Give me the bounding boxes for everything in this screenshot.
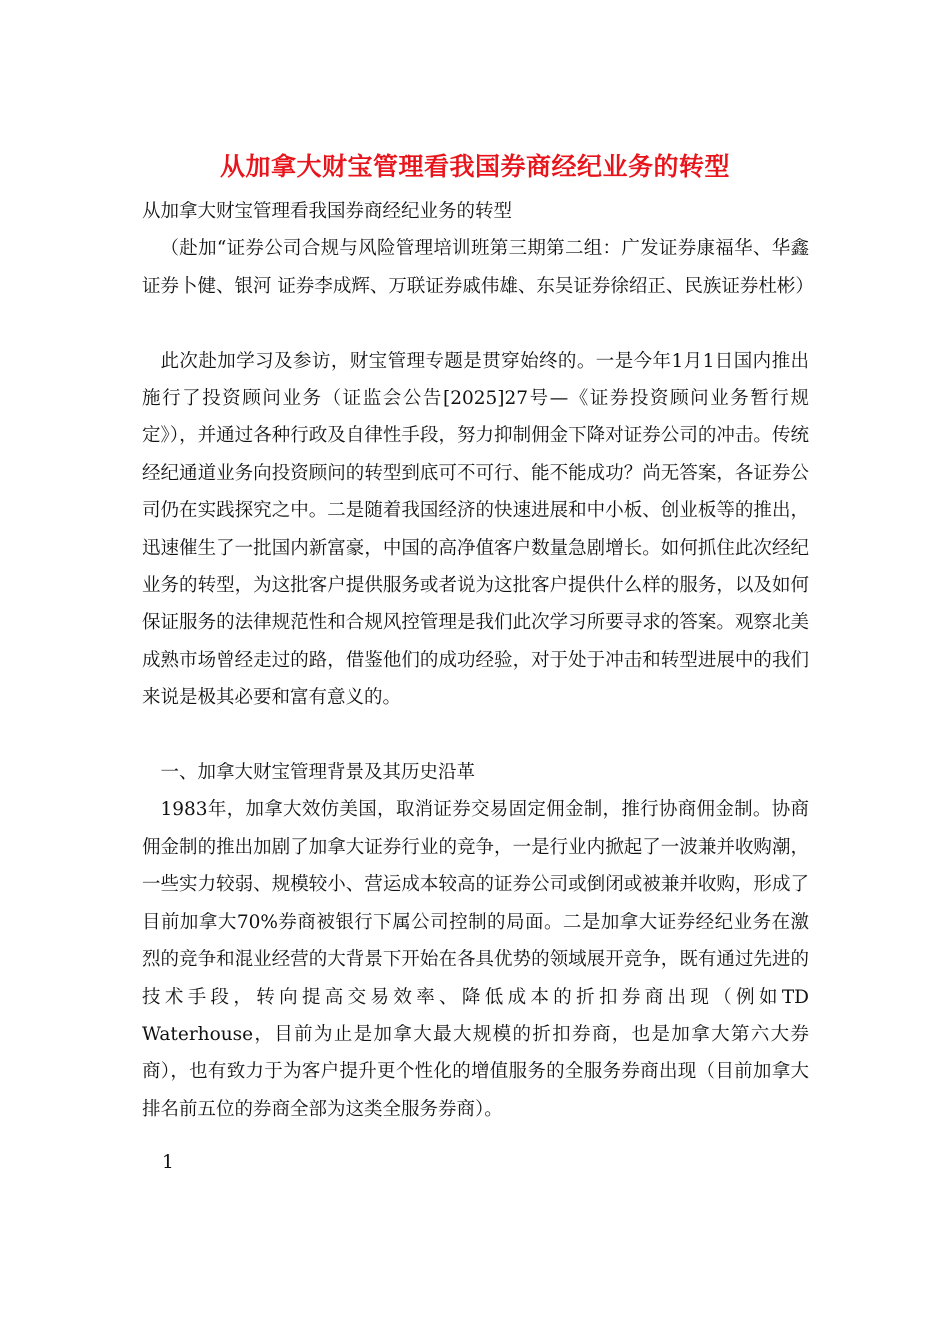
paragraph-spacer (142, 717, 809, 754)
author-byline: （赴加“证券公司合规与风险管理培训班第三期第二组：广发证券康福华、华鑫证券卜健、银河 证券李成辉、万联证券戚伟雄、东吴证券徐绍正、民族证券杜彬） (142, 238, 814, 297)
intro-paragraph: 此次赴加学习及参访，财宝管理专题是贯穿始终的。一是今年1月1日国内推出施行了投资顾问业务（证监会公告[2025]27号—《证券投资顾问业务暂行规定》），并通过各种行政及自律性手段，努力抑制佣金下降对证券公司的冲击。传统经纪通道业务向投资顾问的转型到底可不可行、能不能成功？尚无答案，各证券公司仍在实践探究之中。二是随着我国经济的快速进展和中小板、创业板等的推出，迅速催生了一批国内新富豪，中国的高净值客户数量急剧增长。如何抓住此次经纪业务的转型，为这批客户提供服务或者说为这批客户提供什么样的服务，以及如何保证服务的法律规范性和合规风控管理是我们此次学习所要寻求的答案。观察北美成熟市场曾经走过的路，借鉴他们的成功经验，对于处于冲击和转型进展中的我们来说是极其必要和富有意义的。 (142, 350, 809, 709)
page-number: 1 (162, 1152, 174, 1173)
document-body (142, 193, 814, 1128)
section-paragraph: 1983年，加拿大效仿美国，取消证券交易固定佣金制，推行协商佣金制。协商佣金制的推出加剧了加拿大证券行业的竞争，一是行业内掀起了一波兼并收购潮，一些实力较弱、规模较小、营运成本较高的证券公司或倒闭或被兼并收购，形成了目前加拿大70%券商被银行下属公司控制的局面。二是加拿大证券经纪业务在激烈的竞争和混业经营的大背景下开始在各具优势的领域展开竞争，既有通过先进的技术手段，转向提高交易效率、降低成本的折扣券商出现（例如TD Waterhouse，目前为止是加拿大最大规模的折扣券商，也是加拿大第六大券商），也有致力于为客户提升更个性化的增值服务的全服务券商出现（目前加拿大排名前五位的券商全部为这类全服务券商）。 (142, 799, 809, 1120)
document-title: 从加拿大财宝管理看我国券商经纪业务的转型 (219, 152, 730, 181)
document-subtitle: 从加拿大财宝管理看我国券商经纪业务的转型 (142, 201, 513, 222)
paragraph-spacer (142, 305, 809, 342)
section-heading: 一、加拿大财宝管理背景及其历史沿革 (160, 762, 476, 784)
